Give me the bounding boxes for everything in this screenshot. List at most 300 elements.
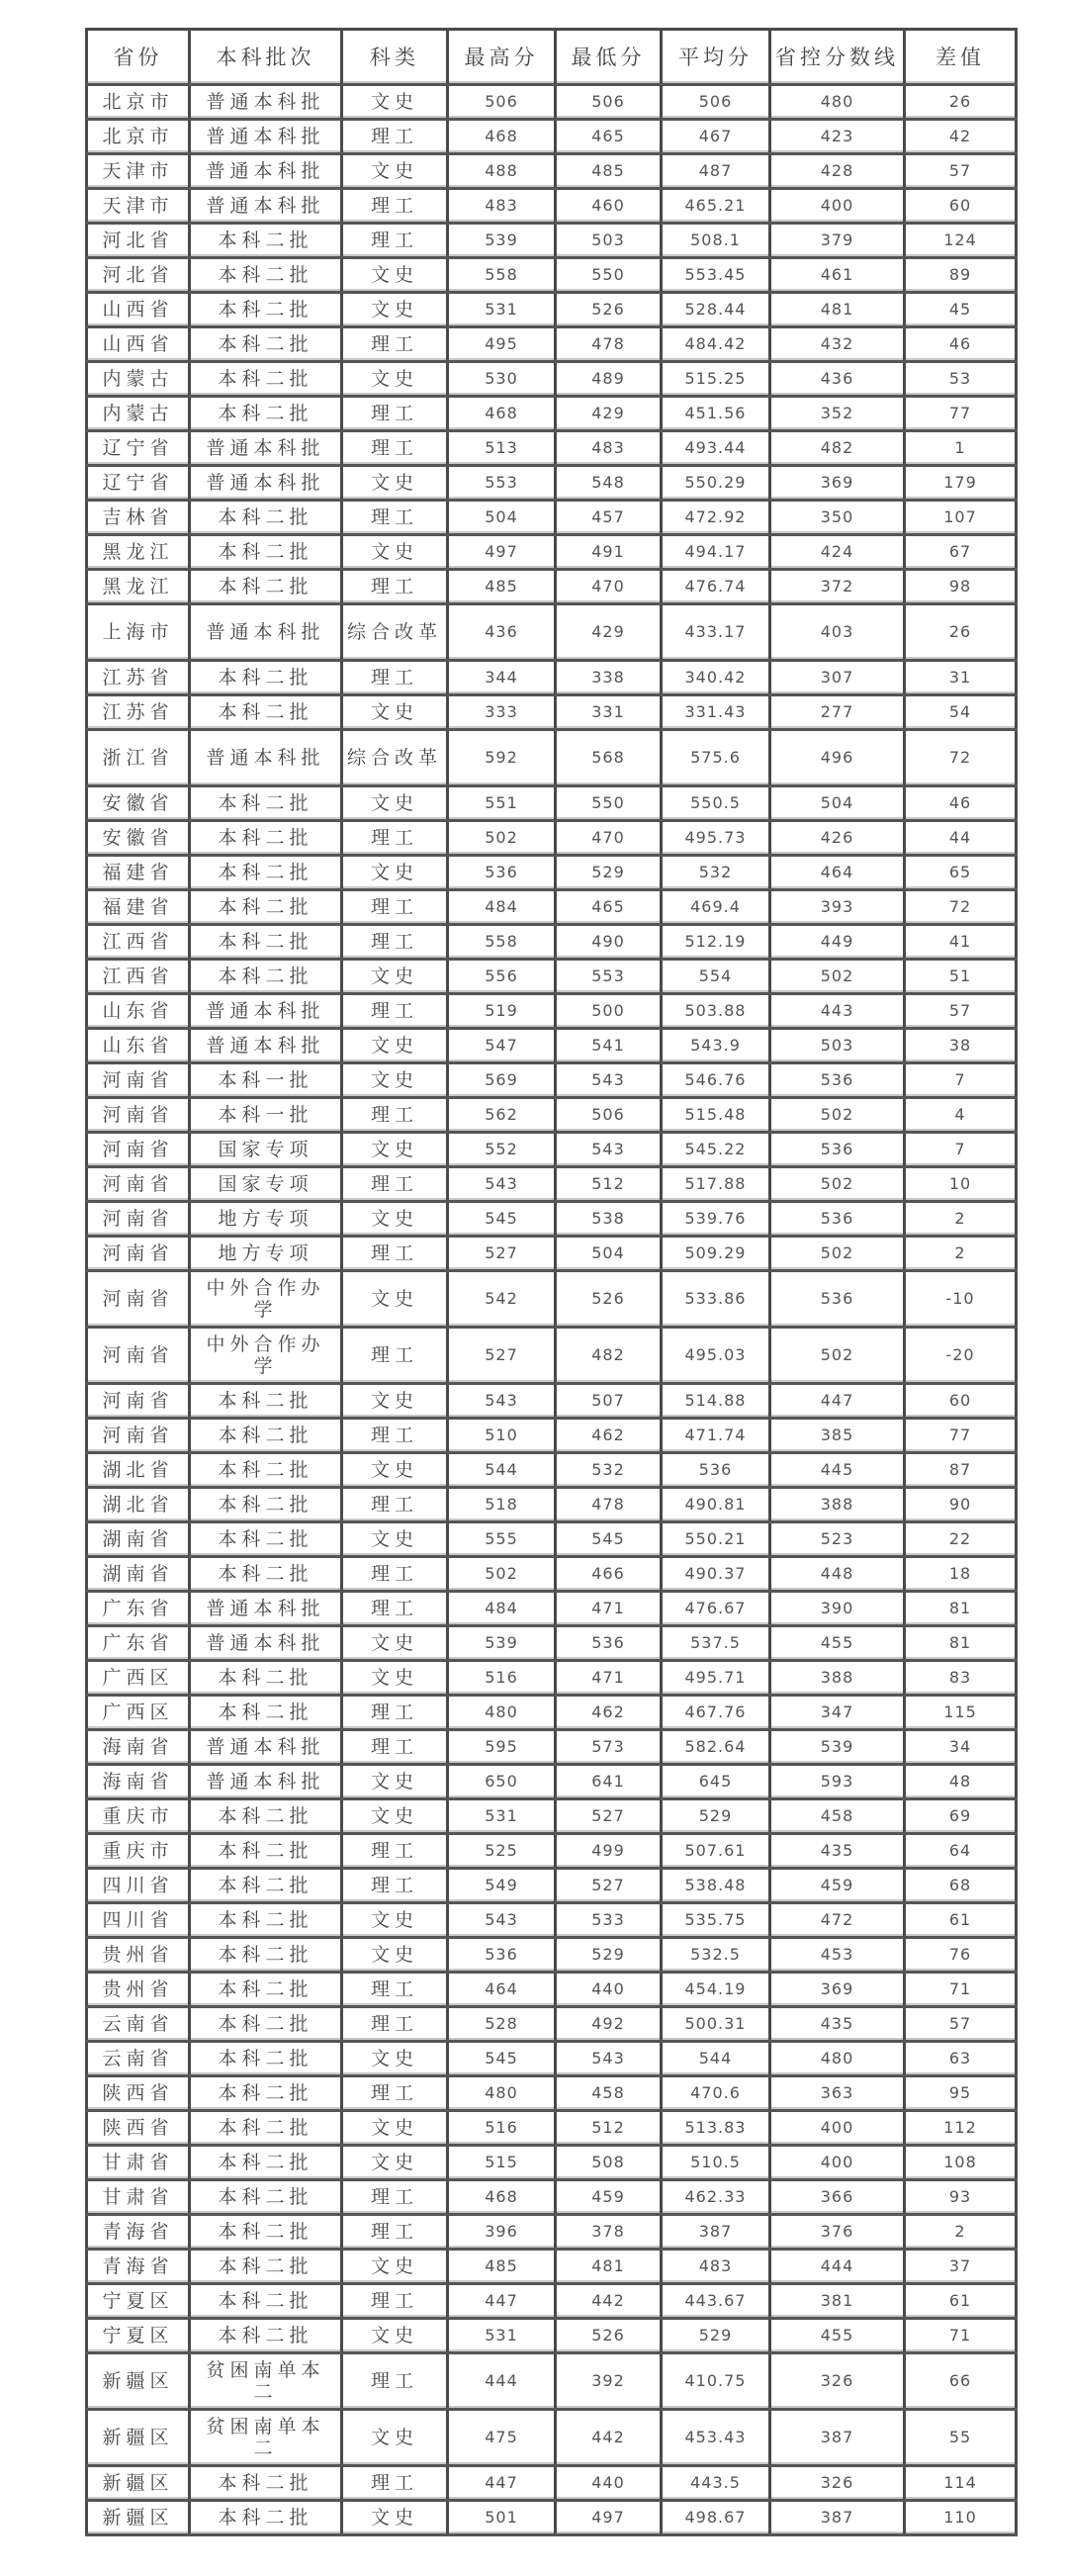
cell-max-score: 527 [448, 1237, 556, 1271]
cell-category: 文史 [342, 856, 448, 890]
cell-max-score: 516 [448, 1661, 556, 1696]
cell-min-score: 568 [556, 730, 662, 786]
cell-category: 文史 [342, 1765, 448, 1799]
cell-province: 河南省 [87, 1202, 190, 1237]
cell-difference: 57 [905, 994, 1017, 1029]
cell-avg-score: 532 [662, 856, 770, 890]
cell-batch: 本科二批 [190, 2180, 342, 2215]
cell-batch: 本科二批 [190, 821, 342, 856]
cell-batch: 普通本科批 [190, 1765, 342, 1799]
table-row [87, 362, 1017, 397]
cell-difference: 108 [905, 2146, 1017, 2180]
cell-min-score: 538 [556, 1202, 662, 1237]
cell-avg-score: 506 [662, 85, 770, 120]
cell-province: 广西区 [87, 1696, 190, 1730]
cell-avg-score: 443.5 [662, 2466, 770, 2501]
cell-min-score: 470 [556, 570, 662, 604]
table-header-row [87, 30, 1017, 85]
cell-category: 文史 [342, 154, 448, 189]
cell-max-score: 516 [448, 2111, 556, 2146]
cell-category: 理工 [342, 397, 448, 431]
cell-batch: 本科二批 [190, 2319, 342, 2353]
cell-batch: 普通本科批 [190, 189, 342, 224]
cell-province: 湖南省 [87, 1557, 190, 1592]
cell-province: 河南省 [87, 1167, 190, 1202]
cell-min-score: 548 [556, 466, 662, 501]
cell-difference: 72 [905, 890, 1017, 925]
table-row [87, 1661, 1017, 1696]
cell-difference: 2 [905, 2215, 1017, 2250]
cell-difference: 48 [905, 1765, 1017, 1799]
cell-control-line: 443 [770, 994, 905, 1029]
cell-avg-score: 490.81 [662, 1488, 770, 1522]
cell-avg-score: 535.75 [662, 1903, 770, 1938]
table-row [87, 2501, 1017, 2535]
cell-control-line: 326 [770, 2466, 905, 2501]
cell-difference: 93 [905, 2180, 1017, 2215]
cell-batch: 本科二批 [190, 1799, 342, 1834]
cell-avg-score: 484.42 [662, 327, 770, 362]
cell-province: 江西省 [87, 960, 190, 994]
table-row [87, 1834, 1017, 1869]
cell-max-score: 530 [448, 362, 556, 397]
cell-max-score: 592 [448, 730, 556, 786]
cell-max-score: 488 [448, 154, 556, 189]
cell-province: 河南省 [87, 1384, 190, 1419]
cell-difference: 124 [905, 224, 1017, 258]
cell-category: 文史 [342, 2410, 448, 2466]
cell-category: 理工 [342, 1973, 448, 2007]
cell-difference: 7 [905, 1133, 1017, 1167]
cell-max-score: 344 [448, 661, 556, 695]
cell-category: 理工 [342, 2215, 448, 2250]
cell-province: 河北省 [87, 258, 190, 293]
cell-min-score: 512 [556, 1167, 662, 1202]
cell-difference: 42 [905, 120, 1017, 154]
cell-province: 云南省 [87, 2042, 190, 2076]
cell-avg-score: 476.67 [662, 1592, 770, 1626]
table-row [87, 327, 1017, 362]
cell-category: 理工 [342, 1419, 448, 1453]
cell-control-line: 502 [770, 960, 905, 994]
table-body [87, 85, 1017, 2535]
cell-max-score: 552 [448, 1133, 556, 1167]
cell-difference: 107 [905, 501, 1017, 535]
cell-min-score: 541 [556, 1029, 662, 1063]
cell-control-line: 423 [770, 120, 905, 154]
cell-category: 文史 [342, 1133, 448, 1167]
cell-category: 文史 [342, 1453, 448, 1488]
table-row [87, 258, 1017, 293]
cell-difference: 55 [905, 2410, 1017, 2466]
cell-control-line: 539 [770, 1730, 905, 1765]
cell-difference: 112 [905, 2111, 1017, 2146]
cell-batch: 普通本科批 [190, 1029, 342, 1063]
cell-category: 理工 [342, 2353, 448, 2410]
table-row [87, 431, 1017, 466]
cell-avg-score: 493.44 [662, 431, 770, 466]
cell-max-score: 543 [448, 1167, 556, 1202]
header-min-score: 最低分 [556, 30, 662, 85]
cell-min-score: 543 [556, 2042, 662, 2076]
cell-category: 理工 [342, 1869, 448, 1903]
table-row [87, 1522, 1017, 1557]
cell-difference: 61 [905, 2284, 1017, 2319]
cell-max-score: 569 [448, 1063, 556, 1098]
cell-batch: 普通本科批 [190, 1626, 342, 1661]
cell-min-score: 483 [556, 431, 662, 466]
cell-batch: 本科二批 [190, 2111, 342, 2146]
table-row [87, 1133, 1017, 1167]
cell-batch: 本科二批 [190, 1557, 342, 1592]
cell-control-line: 461 [770, 258, 905, 293]
cell-control-line: 480 [770, 2042, 905, 2076]
cell-max-score: 480 [448, 1696, 556, 1730]
table-row [87, 1453, 1017, 1488]
cell-difference: 4 [905, 1098, 1017, 1133]
cell-category: 理工 [342, 1834, 448, 1869]
table-row [87, 154, 1017, 189]
table-row [87, 1869, 1017, 1903]
cell-category: 理工 [342, 1328, 448, 1384]
cell-batch: 本科二批 [190, 397, 342, 431]
cell-province: 黑龙江 [87, 570, 190, 604]
cell-batch: 本科二批 [190, 2284, 342, 2319]
cell-avg-score: 544 [662, 2042, 770, 2076]
cell-difference: 83 [905, 1661, 1017, 1696]
cell-max-score: 436 [448, 604, 556, 661]
cell-min-score: 442 [556, 2284, 662, 2319]
cell-min-score: 550 [556, 258, 662, 293]
cell-min-score: 485 [556, 154, 662, 189]
cell-category: 理工 [342, 1488, 448, 1522]
cell-category: 文史 [342, 535, 448, 570]
cell-max-score: 396 [448, 2215, 556, 2250]
cell-min-score: 641 [556, 1765, 662, 1799]
cell-batch: 本科二批 [190, 960, 342, 994]
cell-control-line: 482 [770, 431, 905, 466]
cell-control-line: 449 [770, 925, 905, 960]
cell-avg-score: 467.76 [662, 1696, 770, 1730]
cell-max-score: 527 [448, 1328, 556, 1384]
cell-province: 河南省 [87, 1328, 190, 1384]
cell-category: 理工 [342, 1730, 448, 1765]
cell-batch: 贫困南单本二 [190, 2410, 342, 2466]
cell-max-score: 480 [448, 2076, 556, 2111]
cell-control-line: 387 [770, 2501, 905, 2535]
cell-max-score: 506 [448, 85, 556, 120]
table-row [87, 695, 1017, 730]
cell-difference: 81 [905, 1626, 1017, 1661]
cell-avg-score: 387 [662, 2215, 770, 2250]
cell-category: 理工 [342, 2180, 448, 2215]
cell-province: 广东省 [87, 1592, 190, 1626]
cell-control-line: 536 [770, 1271, 905, 1328]
cell-province: 新疆区 [87, 2466, 190, 2501]
cell-province: 湖北省 [87, 1453, 190, 1488]
cell-difference: 98 [905, 570, 1017, 604]
cell-control-line: 432 [770, 327, 905, 362]
cell-min-score: 442 [556, 2410, 662, 2466]
cell-control-line: 347 [770, 1696, 905, 1730]
cell-avg-score: 575.6 [662, 730, 770, 786]
cell-category: 理工 [342, 2076, 448, 2111]
cell-province: 广西区 [87, 1661, 190, 1696]
cell-difference: 41 [905, 925, 1017, 960]
cell-avg-score: 443.67 [662, 2284, 770, 2319]
table-row [87, 2250, 1017, 2284]
cell-difference: 71 [905, 2319, 1017, 2353]
cell-max-score: 531 [448, 293, 556, 327]
cell-avg-score: 503.88 [662, 994, 770, 1029]
cell-category: 文史 [342, 1063, 448, 1098]
cell-batch: 普通本科批 [190, 154, 342, 189]
cell-min-score: 500 [556, 994, 662, 1029]
cell-category: 理工 [342, 501, 448, 535]
cell-avg-score: 529 [662, 1799, 770, 1834]
cell-province: 辽宁省 [87, 466, 190, 501]
cell-control-line: 424 [770, 535, 905, 570]
cell-control-line: 480 [770, 85, 905, 120]
cell-batch: 本科二批 [190, 1384, 342, 1419]
cell-control-line: 372 [770, 570, 905, 604]
cell-province: 吉林省 [87, 501, 190, 535]
table-row [87, 2076, 1017, 2111]
cell-control-line: 326 [770, 2353, 905, 2410]
cell-province: 新疆区 [87, 2410, 190, 2466]
cell-difference: 60 [905, 1384, 1017, 1419]
cell-category: 文史 [342, 1626, 448, 1661]
cell-batch: 本科一批 [190, 1098, 342, 1133]
cell-avg-score: 645 [662, 1765, 770, 1799]
cell-control-line: 453 [770, 1938, 905, 1973]
cell-difference: -20 [905, 1328, 1017, 1384]
cell-avg-score: 514.88 [662, 1384, 770, 1419]
cell-category: 文史 [342, 258, 448, 293]
cell-min-score: 338 [556, 661, 662, 695]
cell-province: 海南省 [87, 1765, 190, 1799]
cell-batch: 本科二批 [190, 695, 342, 730]
cell-control-line: 428 [770, 154, 905, 189]
cell-difference: 10 [905, 1167, 1017, 1202]
cell-avg-score: 471.74 [662, 1419, 770, 1453]
table-row [87, 2042, 1017, 2076]
cell-category: 文史 [342, 362, 448, 397]
cell-avg-score: 472.92 [662, 501, 770, 535]
cell-min-score: 504 [556, 1237, 662, 1271]
cell-difference: 38 [905, 1029, 1017, 1063]
cell-max-score: 501 [448, 2501, 556, 2535]
cell-max-score: 483 [448, 189, 556, 224]
cell-avg-score: 470.6 [662, 2076, 770, 2111]
cell-control-line: 536 [770, 1063, 905, 1098]
cell-max-score: 515 [448, 2146, 556, 2180]
cell-min-score: 465 [556, 120, 662, 154]
cell-max-score: 650 [448, 1765, 556, 1799]
cell-control-line: 307 [770, 661, 905, 695]
cell-batch: 本科二批 [190, 856, 342, 890]
cell-batch: 本科二批 [190, 570, 342, 604]
cell-batch: 普通本科批 [190, 604, 342, 661]
cell-difference: 77 [905, 1419, 1017, 1453]
table-row [87, 2319, 1017, 2353]
cell-category: 理工 [342, 1557, 448, 1592]
cell-avg-score: 410.75 [662, 2353, 770, 2410]
cell-batch: 本科一批 [190, 1063, 342, 1098]
cell-avg-score: 451.56 [662, 397, 770, 431]
cell-difference: 87 [905, 1453, 1017, 1488]
cell-province: 河南省 [87, 1098, 190, 1133]
cell-max-score: 484 [448, 1592, 556, 1626]
cell-category: 理工 [342, 1696, 448, 1730]
cell-category: 文史 [342, 2250, 448, 2284]
cell-avg-score: 487 [662, 154, 770, 189]
cell-batch: 本科二批 [190, 501, 342, 535]
table-row [87, 501, 1017, 535]
cell-control-line: 352 [770, 397, 905, 431]
cell-control-line: 436 [770, 362, 905, 397]
cell-max-score: 497 [448, 535, 556, 570]
cell-avg-score: 495.73 [662, 821, 770, 856]
cell-min-score: 506 [556, 1098, 662, 1133]
cell-batch: 本科二批 [190, 224, 342, 258]
cell-control-line: 390 [770, 1592, 905, 1626]
header-avg-score: 平均分 [662, 30, 770, 85]
cell-max-score: 556 [448, 960, 556, 994]
cell-avg-score: 507.61 [662, 1834, 770, 1869]
cell-max-score: 485 [448, 570, 556, 604]
cell-control-line: 504 [770, 786, 905, 821]
cell-avg-score: 454.19 [662, 1973, 770, 2007]
cell-avg-score: 462.33 [662, 2180, 770, 2215]
cell-avg-score: 494.17 [662, 535, 770, 570]
cell-max-score: 468 [448, 2180, 556, 2215]
cell-max-score: 447 [448, 2284, 556, 2319]
cell-province: 安徽省 [87, 786, 190, 821]
cell-avg-score: 467 [662, 120, 770, 154]
cell-min-score: 503 [556, 224, 662, 258]
cell-province: 四川省 [87, 1869, 190, 1903]
cell-difference: 68 [905, 1869, 1017, 1903]
cell-min-score: 532 [556, 1453, 662, 1488]
cell-province: 江苏省 [87, 661, 190, 695]
cell-category: 理工 [342, 120, 448, 154]
table-row [87, 1557, 1017, 1592]
cell-province: 山东省 [87, 1029, 190, 1063]
cell-batch: 本科二批 [190, 1419, 342, 1453]
table-row [87, 189, 1017, 224]
cell-category: 综合改革 [342, 604, 448, 661]
cell-category: 理工 [342, 1098, 448, 1133]
cell-control-line: 472 [770, 1903, 905, 1938]
header-province: 省份 [87, 30, 190, 85]
cell-max-score: 562 [448, 1098, 556, 1133]
cell-control-line: 388 [770, 1661, 905, 1696]
cell-category: 文史 [342, 1661, 448, 1696]
cell-max-score: 558 [448, 925, 556, 960]
cell-min-score: 462 [556, 1696, 662, 1730]
table-row [87, 1167, 1017, 1202]
cell-province: 河南省 [87, 1419, 190, 1453]
cell-avg-score: 340.42 [662, 661, 770, 695]
cell-batch: 贫困南单本二 [190, 2353, 342, 2410]
cell-category: 文史 [342, 466, 448, 501]
cell-max-score: 502 [448, 821, 556, 856]
cell-control-line: 277 [770, 695, 905, 730]
cell-min-score: 378 [556, 2215, 662, 2250]
cell-difference: 67 [905, 535, 1017, 570]
cell-max-score: 536 [448, 1938, 556, 1973]
cell-batch: 本科二批 [190, 1973, 342, 2007]
cell-control-line: 447 [770, 1384, 905, 1419]
cell-batch: 中外合作办学 [190, 1328, 342, 1384]
cell-control-line: 400 [770, 2111, 905, 2146]
cell-category: 文史 [342, 2111, 448, 2146]
cell-difference: 46 [905, 786, 1017, 821]
cell-min-score: 492 [556, 2007, 662, 2042]
table-row [87, 2410, 1017, 2466]
cell-avg-score: 509.29 [662, 1237, 770, 1271]
cell-batch: 普通本科批 [190, 1592, 342, 1626]
cell-control-line: 435 [770, 1834, 905, 1869]
cell-difference: 61 [905, 1903, 1017, 1938]
cell-difference: 115 [905, 1696, 1017, 1730]
header-max-score: 最高分 [448, 30, 556, 85]
cell-max-score: 542 [448, 1271, 556, 1328]
cell-category: 文史 [342, 1029, 448, 1063]
cell-min-score: 440 [556, 2466, 662, 2501]
table-row [87, 1237, 1017, 1271]
cell-province: 湖南省 [87, 1522, 190, 1557]
table-row [87, 1063, 1017, 1098]
cell-batch: 国家专项 [190, 1167, 342, 1202]
cell-max-score: 558 [448, 258, 556, 293]
cell-category: 理工 [342, 925, 448, 960]
cell-control-line: 350 [770, 501, 905, 535]
cell-province: 贵州省 [87, 1973, 190, 2007]
table-row [87, 2180, 1017, 2215]
cell-batch: 本科二批 [190, 1834, 342, 1869]
cell-min-score: 526 [556, 293, 662, 327]
cell-difference: 63 [905, 2042, 1017, 2076]
cell-max-score: 536 [448, 856, 556, 890]
cell-difference: 114 [905, 2466, 1017, 2501]
cell-batch: 国家专项 [190, 1133, 342, 1167]
cell-province: 上海市 [87, 604, 190, 661]
table-row [87, 1419, 1017, 1453]
cell-control-line: 400 [770, 2146, 905, 2180]
cell-avg-score: 528.44 [662, 293, 770, 327]
cell-avg-score: 545.22 [662, 1133, 770, 1167]
cell-province: 四川省 [87, 1903, 190, 1938]
table-row [87, 2284, 1017, 2319]
cell-min-score: 527 [556, 1869, 662, 1903]
cell-batch: 本科二批 [190, 1522, 342, 1557]
cell-difference: 37 [905, 2250, 1017, 2284]
cell-control-line: 502 [770, 1098, 905, 1133]
cell-category: 理工 [342, 431, 448, 466]
table-row [87, 604, 1017, 661]
cell-batch: 本科二批 [190, 1453, 342, 1488]
cell-difference: 90 [905, 1488, 1017, 1522]
table-row [87, 224, 1017, 258]
table-row [87, 466, 1017, 501]
cell-category: 文史 [342, 2042, 448, 2076]
cell-province: 山西省 [87, 327, 190, 362]
cell-category: 文史 [342, 2319, 448, 2353]
cell-control-line: 458 [770, 1799, 905, 1834]
cell-avg-score: 517.88 [662, 1167, 770, 1202]
